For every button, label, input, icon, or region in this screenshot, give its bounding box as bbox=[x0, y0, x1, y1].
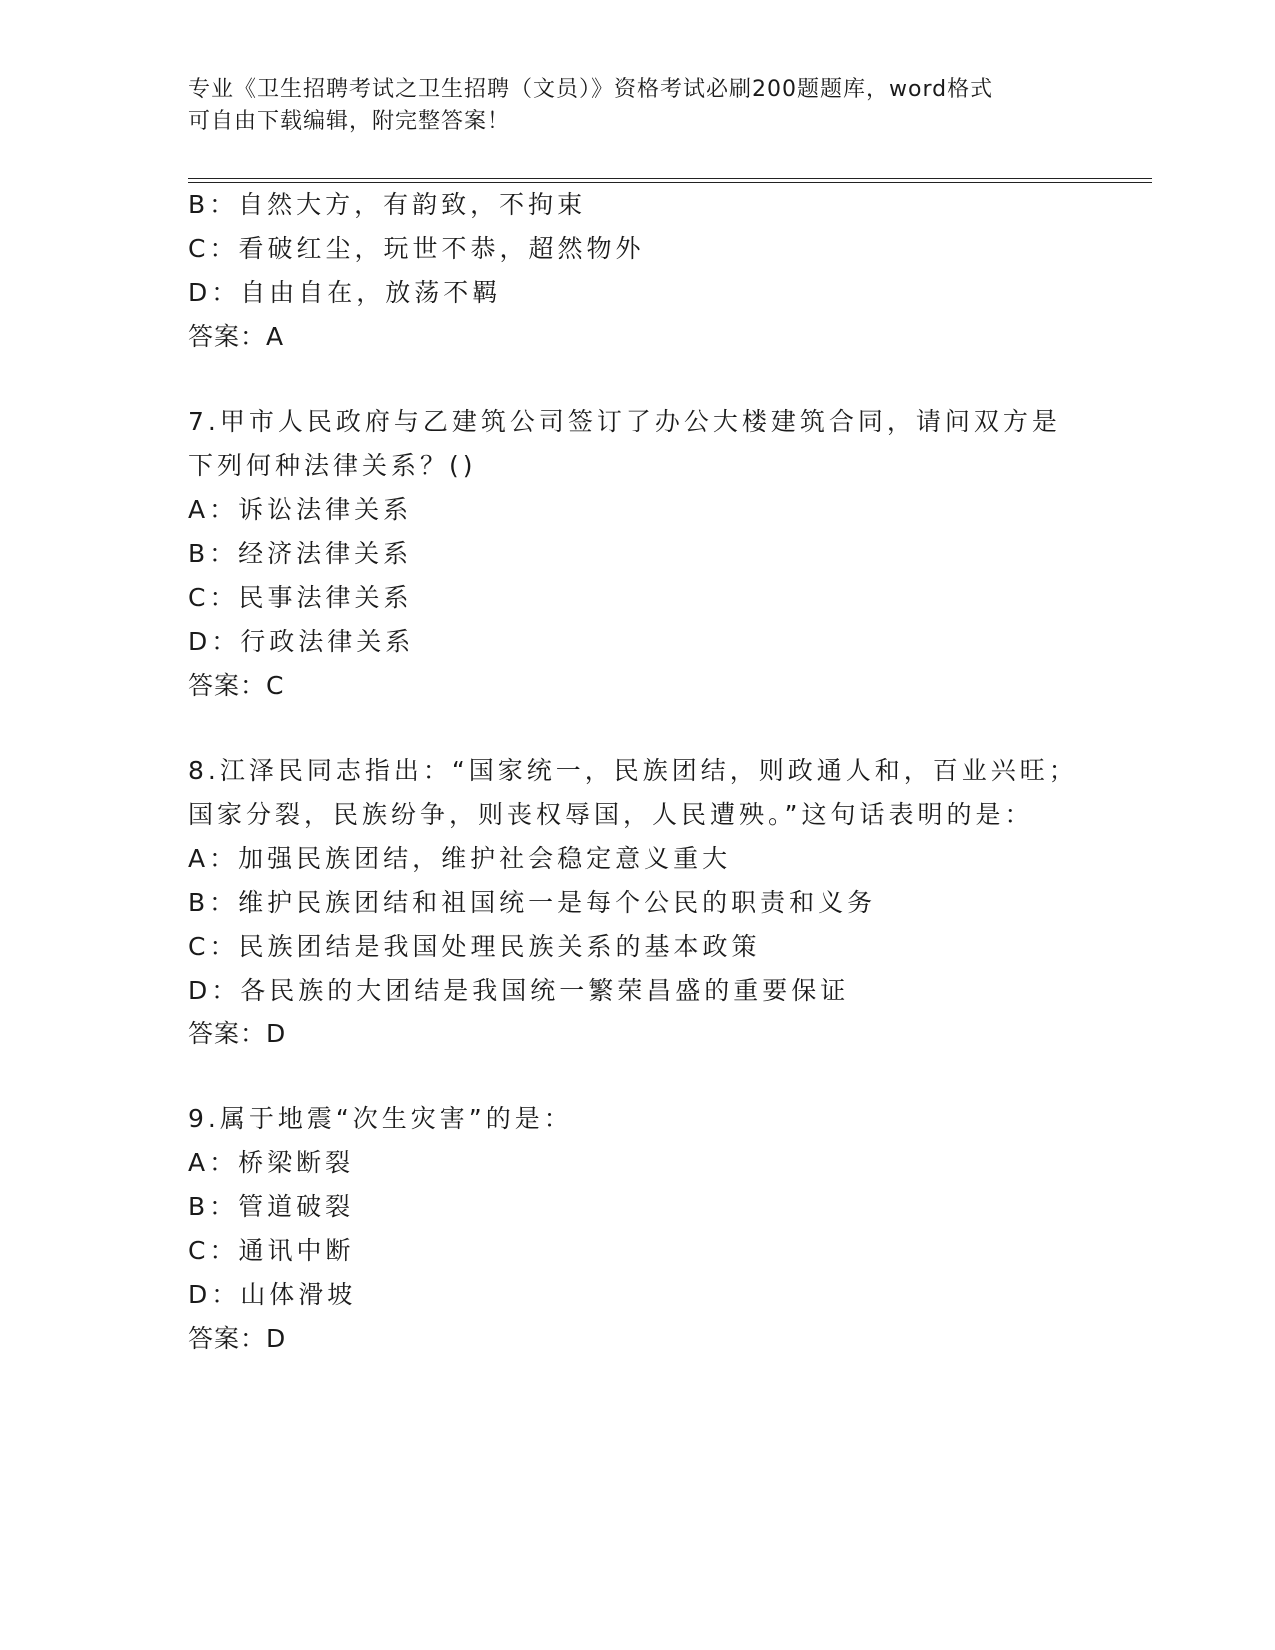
q7-answer: 答案：C bbox=[188, 671, 285, 700]
q8-answer: 答案：D bbox=[188, 1019, 287, 1048]
q9-option-b: B：管道破裂 bbox=[188, 1192, 355, 1221]
q7-stem-line-1: 7.甲市人民政府与乙建筑公司签订了办公大楼建筑合同，请问双方是 bbox=[188, 407, 1061, 436]
prev-option-b: B：自然大方，有韵致，不拘束 bbox=[188, 190, 587, 219]
header-line-1: 专业《卫生招聘考试之卫生招聘（文员）》资格考试必刷200题题库，word格式 bbox=[188, 77, 994, 102]
q9-option-d: D：山体滑坡 bbox=[188, 1280, 357, 1309]
q8-option-c: C：民族团结是我国处理民族关系的基本政策 bbox=[188, 932, 761, 961]
q7-option-a: A：诉讼法律关系 bbox=[188, 495, 413, 524]
q7-option-b: B：经济法律关系 bbox=[188, 539, 413, 568]
q8-option-d: D：各民族的大团结是我国统一繁荣昌盛的重要保证 bbox=[188, 976, 850, 1005]
q8-option-a: A：加强民族团结，维护社会稳定意义重大 bbox=[188, 844, 732, 873]
q9-stem-line-1: 9.属于地震“次生灾害”的是： bbox=[188, 1104, 573, 1133]
q7-option-d: D：行政法律关系 bbox=[188, 627, 415, 656]
q7-option-c: C：民事法律关系 bbox=[188, 583, 413, 612]
q7-stem-line-2: 下列何种法律关系？() bbox=[188, 451, 477, 480]
q9-answer: 答案：D bbox=[188, 1324, 287, 1353]
document-header bbox=[188, 74, 1088, 138]
prev-option-c: C：看破红尘，玩世不恭，超然物外 bbox=[188, 234, 645, 263]
q8-option-b: B：维护民族团结和祖国统一是每个公民的职责和义务 bbox=[188, 888, 877, 917]
q9-option-a: A：桥梁断裂 bbox=[188, 1148, 355, 1177]
q8-stem-line-1: 8.江泽民同志指出：“国家统一，民族团结，则政通人和，百业兴旺； bbox=[188, 756, 1078, 785]
header-line-2: 可自由下载编辑，附完整答案！ bbox=[188, 109, 511, 134]
prev-answer: 答案：A bbox=[188, 322, 285, 351]
q8-stem-line-2: 国家分裂，民族纷争，则丧权辱国，人民遭殃。”这句话表明的是： bbox=[188, 800, 1034, 829]
q9-option-c: C：通讯中断 bbox=[188, 1236, 355, 1265]
header-divider bbox=[188, 178, 1152, 183]
prev-option-d: D：自由自在，放荡不羁 bbox=[188, 278, 502, 307]
